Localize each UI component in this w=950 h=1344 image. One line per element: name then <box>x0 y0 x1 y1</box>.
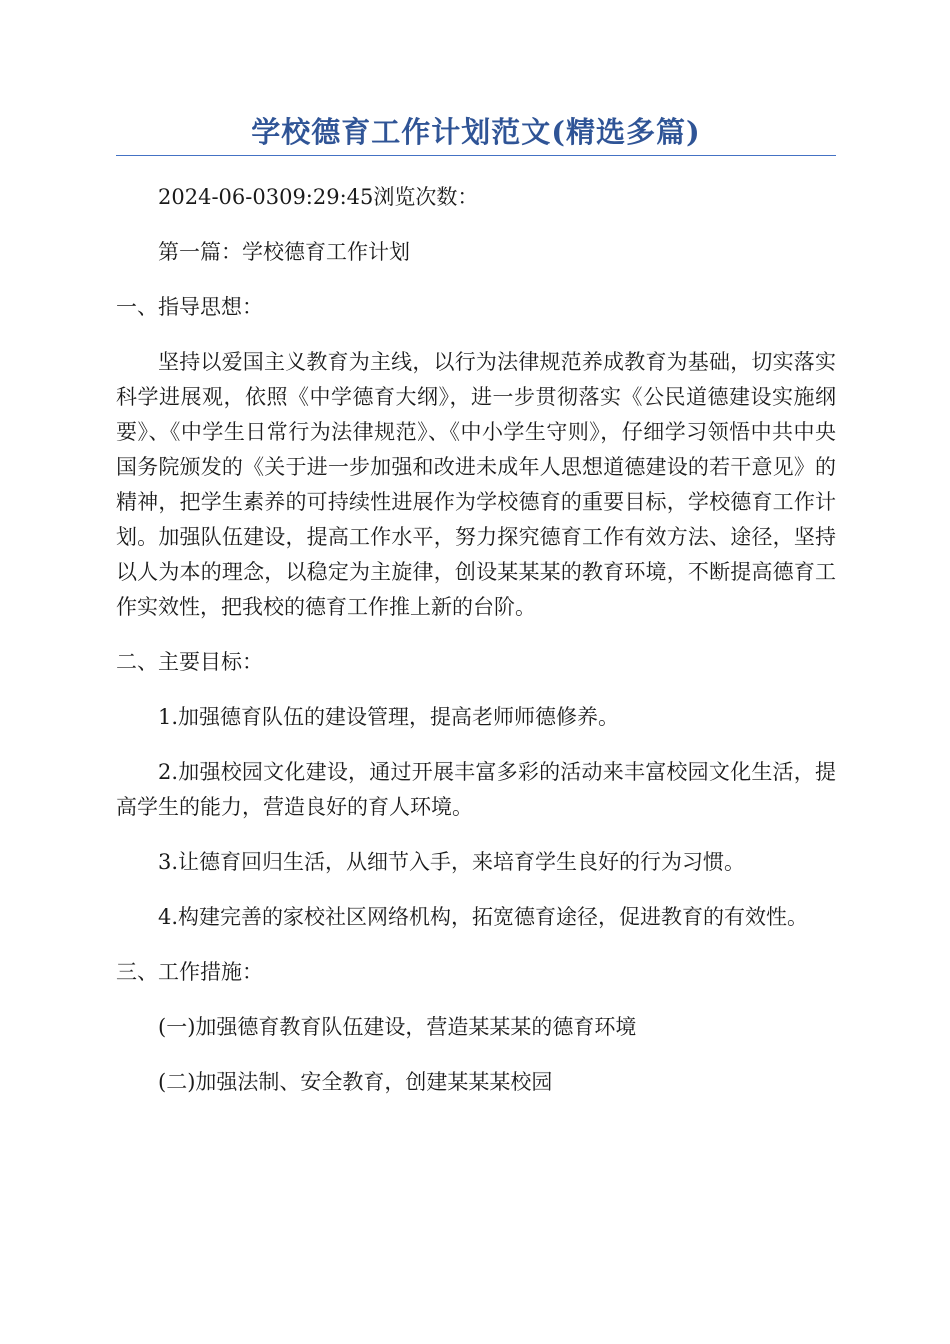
goal-item: 3.让德育回归生活，从细节入手，来培育学生良好的行为习惯。 <box>158 850 746 874</box>
section-heading-main-goals: 二、主要目标： <box>116 650 263 674</box>
measure-item: (一)加强德育教育队伍建设，营造某某某的德育环境 <box>158 1015 637 1039</box>
goal-item: 4.构建完善的家校社区网络机构，拓宽德育途径，促进教育的有效性。 <box>158 905 809 929</box>
meta-line: 2024-06-0309:29:45浏览次数： <box>158 185 479 209</box>
document-title: 学校德育工作计划范文(精选多篇) <box>116 112 836 156</box>
section-paragraph: 坚持以爱国主义教育为主线，以行为法律规范养成教育为基础，切实落实科学进展观，依照《中学德育大纲》，进一步贯彻落实《公民道德建设实施纲要》、《中学生日常行为法律规范》、《中小学生守则》，仔细学习领悟中共中央国务院颁发的《关于进一步加强和改进未成年人思想道德建设的若干意见》的精神，把学生素养的可持续性进展作为学校德育的重要目标，学校德育工作计划。加强队伍建设，提高工作水平，努力探究德育工作有效方法、途径，坚持以人为本的理念，以稳定为主旋律，创设某某某的教育环境，不断提高德育工作实效性，把我校的德育工作推上新的台阶。 <box>116 350 836 619</box>
measure-item: (二)加强法制、安全教育，创建某某某校园 <box>158 1070 553 1094</box>
section-heading-guiding-thought: 一、指导思想： <box>116 295 263 319</box>
document-body <box>116 180 836 1100</box>
goal-item: 1.加强德育队伍的建设管理，提高老师师德修养。 <box>158 705 620 729</box>
part-title: 第一篇：学校德育工作计划 <box>158 240 410 264</box>
section-heading-measures: 三、工作措施： <box>116 960 263 984</box>
goal-item: 2.加强校园文化建设，通过开展丰富多彩的活动来丰富校园文化生活，提高学生的能力，营造良好的育人环境。 <box>116 760 836 819</box>
document-page <box>116 112 836 1120</box>
